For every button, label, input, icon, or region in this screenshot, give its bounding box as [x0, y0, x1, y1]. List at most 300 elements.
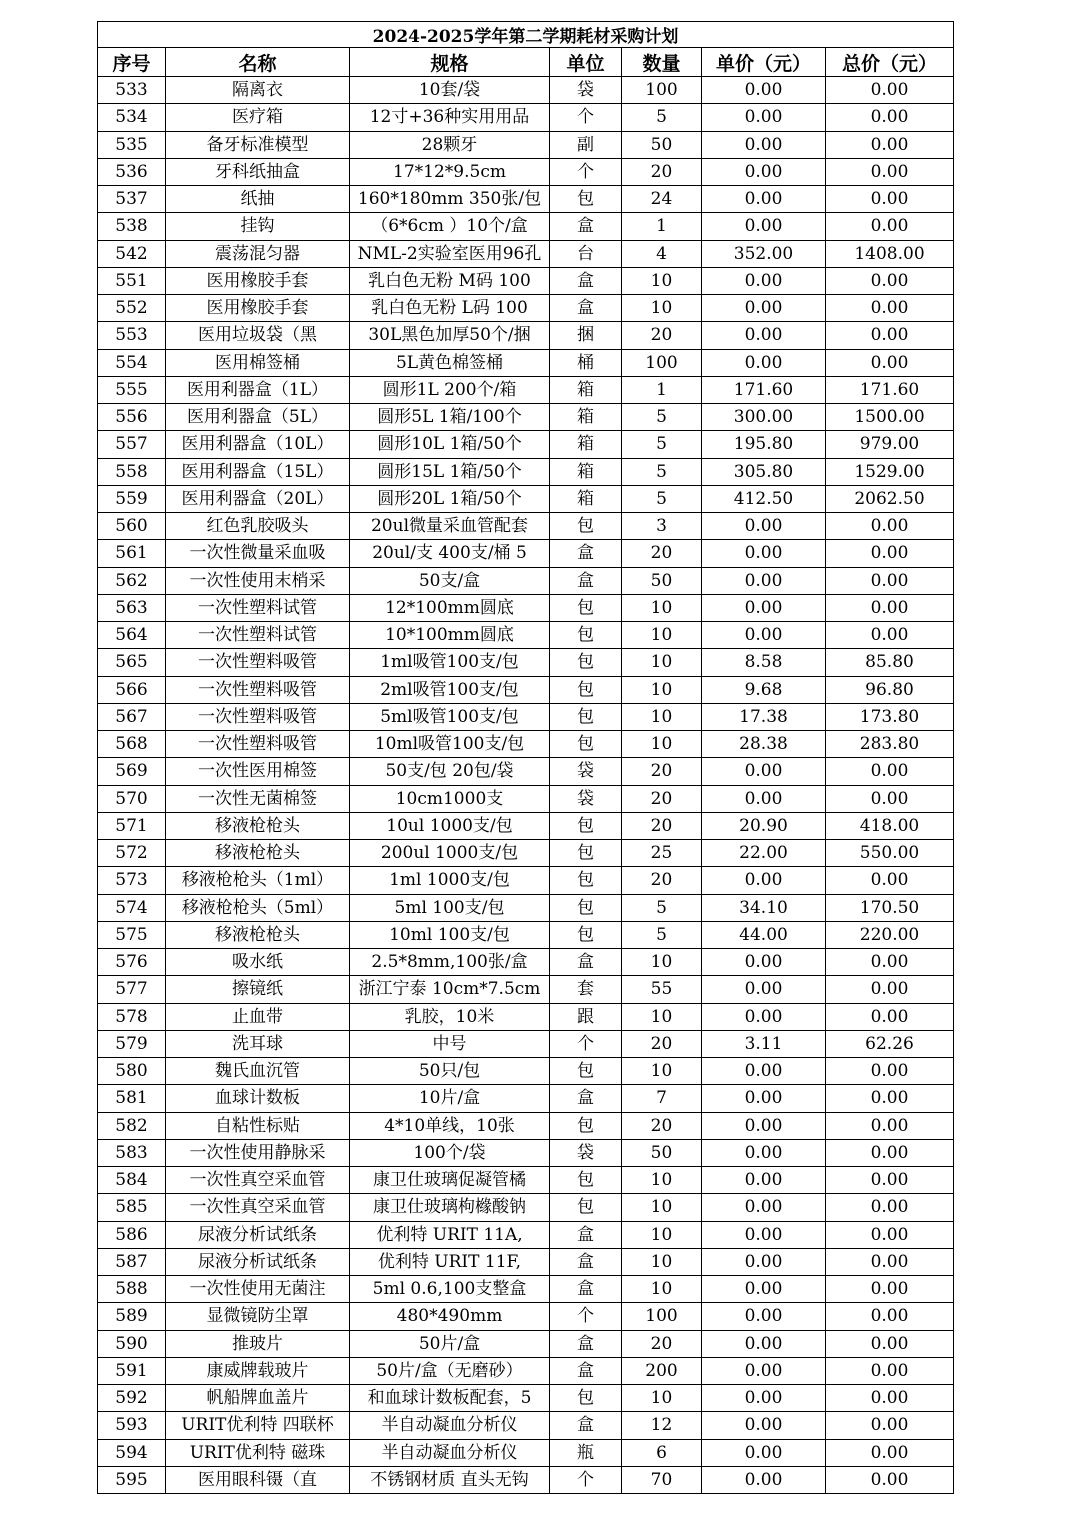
cell-unit: 包	[550, 1058, 622, 1085]
cell-quantity: 20	[622, 867, 702, 894]
cell-spec: 30L黑色加厚50个/捆	[350, 322, 550, 349]
table-row	[98, 267, 954, 294]
cell-unit: 个	[550, 1466, 622, 1493]
cell-spec: 50支/包 20包/袋	[350, 758, 550, 785]
cell-unit-price: 34.10	[702, 894, 826, 921]
cell-unit-price: 0.00	[702, 1085, 826, 1112]
cell-unit-price: 28.38	[702, 731, 826, 758]
table-row	[98, 131, 954, 158]
cell-index: 538	[98, 213, 166, 240]
cell-unit-price: 17.38	[702, 703, 826, 730]
cell-quantity: 70	[622, 1466, 702, 1493]
table-row	[98, 322, 954, 349]
cell-quantity: 10	[622, 1276, 702, 1303]
cell-quantity: 10	[622, 594, 702, 621]
cell-spec: 2ml吸管100支/包	[350, 676, 550, 703]
cell-total-price: 0.00	[826, 785, 954, 812]
cell-total-price: 62.26	[826, 1030, 954, 1057]
table-row	[98, 758, 954, 785]
cell-unit: 包	[550, 1385, 622, 1412]
table-row	[98, 976, 954, 1003]
cell-name: 尿液分析试纸条	[166, 1248, 350, 1275]
cell-unit: 盒	[550, 1221, 622, 1248]
cell-unit: 瓶	[550, 1439, 622, 1466]
cell-quantity: 20	[622, 158, 702, 185]
cell-quantity: 50	[622, 131, 702, 158]
cell-unit: 箱	[550, 485, 622, 512]
table-row	[98, 1330, 954, 1357]
cell-unit-price: 0.00	[702, 322, 826, 349]
table-row	[98, 1221, 954, 1248]
cell-index: 589	[98, 1303, 166, 1330]
cell-name: 洗耳球	[166, 1030, 350, 1057]
cell-index: 556	[98, 404, 166, 431]
cell-name: 一次性塑料吸管	[166, 676, 350, 703]
cell-name: 帆船牌血盖片	[166, 1385, 350, 1412]
cell-name: 隔离衣	[166, 77, 350, 104]
table-row	[98, 295, 954, 322]
cell-unit-price: 0.00	[702, 622, 826, 649]
cell-total-price: 171.60	[826, 376, 954, 403]
cell-spec: 50只/包	[350, 1058, 550, 1085]
cell-unit-price: 0.00	[702, 1385, 826, 1412]
cell-unit: 包	[550, 594, 622, 621]
cell-total-price: 0.00	[826, 594, 954, 621]
cell-quantity: 5	[622, 104, 702, 131]
cell-spec: 半自动凝血分析仪	[350, 1439, 550, 1466]
cell-name: URIT优利特 磁珠	[166, 1439, 350, 1466]
cell-name: 震荡混匀器	[166, 240, 350, 267]
cell-unit-price: 305.80	[702, 458, 826, 485]
cell-spec: 50片/盒（无磨砂）	[350, 1357, 550, 1384]
cell-index: 534	[98, 104, 166, 131]
cell-unit-price: 0.00	[702, 77, 826, 104]
cell-index: 572	[98, 840, 166, 867]
cell-quantity: 10	[622, 731, 702, 758]
cell-name: URIT优利特 四联杯	[166, 1412, 350, 1439]
cell-index: 585	[98, 1194, 166, 1221]
cell-index: 591	[98, 1357, 166, 1384]
cell-spec: 1ml吸管100支/包	[350, 649, 550, 676]
cell-quantity: 55	[622, 976, 702, 1003]
cell-unit: 包	[550, 703, 622, 730]
cell-unit: 袋	[550, 758, 622, 785]
cell-spec: 康卫仕玻璃促凝管橘	[350, 1167, 550, 1194]
cell-total-price: 96.80	[826, 676, 954, 703]
cell-total-price: 1529.00	[826, 458, 954, 485]
cell-name: 一次性使用末梢采	[166, 567, 350, 594]
cell-unit-price: 171.60	[702, 376, 826, 403]
cell-index: 552	[98, 295, 166, 322]
cell-index: 582	[98, 1112, 166, 1139]
table-row	[98, 1385, 954, 1412]
cell-name: 吸水纸	[166, 949, 350, 976]
table-row	[98, 840, 954, 867]
cell-quantity: 100	[622, 1303, 702, 1330]
cell-unit-price: 0.00	[702, 949, 826, 976]
cell-total-price: 0.00	[826, 758, 954, 785]
cell-total-price: 0.00	[826, 1466, 954, 1493]
cell-quantity: 20	[622, 785, 702, 812]
cell-index: 554	[98, 349, 166, 376]
cell-spec: 12寸+36种实用用品	[350, 104, 550, 131]
cell-unit-price: 0.00	[702, 594, 826, 621]
table-row	[98, 1167, 954, 1194]
cell-quantity: 100	[622, 77, 702, 104]
table-row	[98, 458, 954, 485]
cell-name: 医用利器盒（5L）	[166, 404, 350, 431]
cell-quantity: 24	[622, 186, 702, 213]
cell-total-price: 418.00	[826, 812, 954, 839]
cell-spec: 乳白色无粉 L码 100	[350, 295, 550, 322]
cell-unit: 包	[550, 186, 622, 213]
cell-quantity: 10	[622, 1194, 702, 1221]
cell-unit-price: 0.00	[702, 1058, 826, 1085]
cell-unit-price: 0.00	[702, 349, 826, 376]
cell-unit: 包	[550, 921, 622, 948]
cell-name: 一次性塑料试管	[166, 622, 350, 649]
cell-total-price: 0.00	[826, 540, 954, 567]
table-row	[98, 1303, 954, 1330]
cell-index: 586	[98, 1221, 166, 1248]
cell-quantity: 20	[622, 1330, 702, 1357]
cell-unit: 盒	[550, 567, 622, 594]
cell-name: 一次性微量采血吸	[166, 540, 350, 567]
cell-unit: 袋	[550, 1139, 622, 1166]
cell-name: 备牙标准模型	[166, 131, 350, 158]
cell-unit-price: 0.00	[702, 1357, 826, 1384]
cell-unit-price: 0.00	[702, 540, 826, 567]
cell-name: 纸抽	[166, 186, 350, 213]
cell-unit: 包	[550, 867, 622, 894]
cell-name: 移液枪枪头（1ml）	[166, 867, 350, 894]
cell-spec: 5ml吸管100支/包	[350, 703, 550, 730]
cell-unit: 包	[550, 812, 622, 839]
cell-spec: 4*10单线，10张	[350, 1112, 550, 1139]
cell-spec: 康卫仕玻璃枸橼酸钠	[350, 1194, 550, 1221]
cell-name: 显微镜防尘罩	[166, 1303, 350, 1330]
cell-index: 588	[98, 1276, 166, 1303]
table-row	[98, 376, 954, 403]
cell-spec: NML-2实验室医用96孔	[350, 240, 550, 267]
cell-unit-price: 0.00	[702, 758, 826, 785]
table-row	[98, 1030, 954, 1057]
table-row	[98, 431, 954, 458]
cell-index: 562	[98, 567, 166, 594]
cell-index: 564	[98, 622, 166, 649]
cell-spec: 50片/盒	[350, 1330, 550, 1357]
cell-total-price: 0.00	[826, 949, 954, 976]
table-row	[98, 867, 954, 894]
cell-name: 擦镜纸	[166, 976, 350, 1003]
cell-name: 医用利器盒（1L）	[166, 376, 350, 403]
cell-quantity: 10	[622, 1058, 702, 1085]
cell-unit: 跟	[550, 1003, 622, 1030]
cell-quantity: 1	[622, 376, 702, 403]
table-row	[98, 731, 954, 758]
cell-unit: 台	[550, 240, 622, 267]
cell-unit: 箱	[550, 404, 622, 431]
cell-spec: 10ml 100支/包	[350, 921, 550, 948]
cell-unit-price: 0.00	[702, 1194, 826, 1221]
cell-name: 止血带	[166, 1003, 350, 1030]
cell-unit-price: 22.00	[702, 840, 826, 867]
cell-total-price: 0.00	[826, 104, 954, 131]
cell-total-price: 0.00	[826, 1276, 954, 1303]
cell-quantity: 20	[622, 812, 702, 839]
cell-unit-price: 0.00	[702, 104, 826, 131]
table-row	[98, 213, 954, 240]
cell-index: 579	[98, 1030, 166, 1057]
cell-index: 542	[98, 240, 166, 267]
cell-unit: 盒	[550, 1412, 622, 1439]
cell-name: 移液枪枪头（5ml）	[166, 894, 350, 921]
cell-quantity: 10	[622, 649, 702, 676]
cell-total-price: 0.00	[826, 295, 954, 322]
table-row	[98, 594, 954, 621]
cell-name: 医用垃圾袋（黑	[166, 322, 350, 349]
cell-index: 555	[98, 376, 166, 403]
cell-spec: 12*100mm圆底	[350, 594, 550, 621]
cell-quantity: 10	[622, 1385, 702, 1412]
cell-unit: 袋	[550, 785, 622, 812]
cell-spec: 浙江宁泰 10cm*7.5cm	[350, 976, 550, 1003]
cell-unit: 箱	[550, 376, 622, 403]
cell-name: 一次性使用静脉采	[166, 1139, 350, 1166]
cell-quantity: 5	[622, 458, 702, 485]
cell-name: 一次性无菌棉签	[166, 785, 350, 812]
table-row	[98, 349, 954, 376]
cell-total-price: 0.00	[826, 158, 954, 185]
cell-index: 561	[98, 540, 166, 567]
cell-index: 553	[98, 322, 166, 349]
table-row	[98, 404, 954, 431]
cell-total-price: 0.00	[826, 349, 954, 376]
cell-total-price: 0.00	[826, 1303, 954, 1330]
cell-name: 医疗箱	[166, 104, 350, 131]
header-row	[98, 48, 954, 77]
cell-spec: 20ul微量采血管配套	[350, 513, 550, 540]
cell-total-price: 283.80	[826, 731, 954, 758]
cell-quantity: 12	[622, 1412, 702, 1439]
table-row	[98, 1412, 954, 1439]
cell-total-price: 0.00	[826, 1412, 954, 1439]
cell-spec: 优利特 URIT 11A,	[350, 1221, 550, 1248]
cell-total-price: 2062.50	[826, 485, 954, 512]
cell-unit: 盒	[550, 1330, 622, 1357]
cell-name: 医用棉签桶	[166, 349, 350, 376]
cell-unit: 盒	[550, 267, 622, 294]
cell-spec: 1ml 1000支/包	[350, 867, 550, 894]
cell-total-price: 1500.00	[826, 404, 954, 431]
cell-quantity: 20	[622, 322, 702, 349]
cell-unit: 个	[550, 1303, 622, 1330]
header-cell-quantity: 数量	[622, 48, 702, 77]
cell-unit-price: 0.00	[702, 1439, 826, 1466]
cell-unit-price: 0.00	[702, 1167, 826, 1194]
cell-quantity: 20	[622, 1030, 702, 1057]
cell-name: 尿液分析试纸条	[166, 1221, 350, 1248]
cell-spec: 圆形10L 1箱/50个	[350, 431, 550, 458]
cell-unit-price: 20.90	[702, 812, 826, 839]
cell-spec: 10片/盒	[350, 1085, 550, 1112]
cell-total-price: 0.00	[826, 1058, 954, 1085]
cell-quantity: 20	[622, 540, 702, 567]
cell-quantity: 25	[622, 840, 702, 867]
cell-quantity: 50	[622, 1139, 702, 1166]
cell-unit-price: 0.00	[702, 1330, 826, 1357]
cell-unit: 个	[550, 1030, 622, 1057]
cell-name: 移液枪枪头	[166, 812, 350, 839]
cell-quantity: 10	[622, 1248, 702, 1275]
header-cell-unit: 单位	[550, 48, 622, 77]
cell-unit-price: 9.68	[702, 676, 826, 703]
cell-quantity: 20	[622, 1112, 702, 1139]
table-row	[98, 158, 954, 185]
cell-unit-price: 0.00	[702, 267, 826, 294]
cell-index: 570	[98, 785, 166, 812]
cell-spec: 50支/盒	[350, 567, 550, 594]
cell-index: 568	[98, 731, 166, 758]
cell-unit-price: 0.00	[702, 213, 826, 240]
cell-total-price: 550.00	[826, 840, 954, 867]
cell-unit-price: 0.00	[702, 1276, 826, 1303]
table-row	[98, 1112, 954, 1139]
cell-spec: 2.5*8mm,100张/盒	[350, 949, 550, 976]
cell-index: 563	[98, 594, 166, 621]
cell-index: 537	[98, 186, 166, 213]
cell-unit: 箱	[550, 431, 622, 458]
cell-index: 567	[98, 703, 166, 730]
cell-total-price: 0.00	[826, 213, 954, 240]
cell-index: 590	[98, 1330, 166, 1357]
cell-unit: 包	[550, 1194, 622, 1221]
cell-index: 569	[98, 758, 166, 785]
cell-quantity: 10	[622, 295, 702, 322]
cell-unit: 个	[550, 104, 622, 131]
cell-quantity: 10	[622, 703, 702, 730]
cell-name: 一次性塑料吸管	[166, 703, 350, 730]
cell-spec: 10*100mm圆底	[350, 622, 550, 649]
cell-quantity: 10	[622, 622, 702, 649]
cell-unit-price: 0.00	[702, 1139, 826, 1166]
cell-name: 医用利器盒（15L）	[166, 458, 350, 485]
cell-name: 医用利器盒（20L）	[166, 485, 350, 512]
cell-index: 536	[98, 158, 166, 185]
cell-index: 578	[98, 1003, 166, 1030]
cell-unit: 盒	[550, 1248, 622, 1275]
cell-total-price: 0.00	[826, 867, 954, 894]
table-row	[98, 1357, 954, 1384]
cell-unit-price: 0.00	[702, 1303, 826, 1330]
cell-unit: 盒	[550, 540, 622, 567]
cell-total-price: 979.00	[826, 431, 954, 458]
cell-total-price: 0.00	[826, 622, 954, 649]
cell-total-price: 0.00	[826, 77, 954, 104]
cell-unit-price: 300.00	[702, 404, 826, 431]
cell-unit: 包	[550, 1112, 622, 1139]
cell-total-price: 0.00	[826, 1248, 954, 1275]
cell-name: 一次性真空采血管	[166, 1167, 350, 1194]
cell-index: 580	[98, 1058, 166, 1085]
table-row	[98, 186, 954, 213]
cell-unit-price: 0.00	[702, 1112, 826, 1139]
cell-quantity: 10	[622, 1167, 702, 1194]
cell-index: 587	[98, 1248, 166, 1275]
table-row	[98, 1194, 954, 1221]
cell-unit: 包	[550, 894, 622, 921]
cell-index: 560	[98, 513, 166, 540]
cell-name: 医用眼科镊（直	[166, 1466, 350, 1493]
cell-unit: 盒	[550, 1085, 622, 1112]
table-row	[98, 649, 954, 676]
cell-spec: 圆形20L 1箱/50个	[350, 485, 550, 512]
cell-total-price: 0.00	[826, 976, 954, 1003]
cell-unit: 包	[550, 731, 622, 758]
sheet-title: 2024-2025学年第二学期耗材采购计划	[98, 22, 954, 48]
cell-total-price: 0.00	[826, 1003, 954, 1030]
cell-name: 医用利器盒（10L）	[166, 431, 350, 458]
cell-unit: 包	[550, 676, 622, 703]
cell-name: 牙科纸抽盒	[166, 158, 350, 185]
cell-total-price: 0.00	[826, 1085, 954, 1112]
cell-spec: 圆形1L 200个/箱	[350, 376, 550, 403]
cell-spec: 乳胶，10米	[350, 1003, 550, 1030]
cell-unit-price: 8.58	[702, 649, 826, 676]
cell-unit-price: 0.00	[702, 785, 826, 812]
cell-name: 自粘性标贴	[166, 1112, 350, 1139]
cell-spec: 不锈钢材质 直头无钩	[350, 1466, 550, 1493]
cell-total-price: 0.00	[826, 131, 954, 158]
table-row	[98, 1248, 954, 1275]
cell-name: 一次性真空采血管	[166, 1194, 350, 1221]
cell-index: 565	[98, 649, 166, 676]
cell-quantity: 5	[622, 894, 702, 921]
cell-spec: 圆形15L 1箱/50个	[350, 458, 550, 485]
cell-name: 推玻片	[166, 1330, 350, 1357]
cell-unit: 桶	[550, 349, 622, 376]
cell-spec: 10cm1000支	[350, 785, 550, 812]
cell-unit-price: 0.00	[702, 867, 826, 894]
cell-unit: 副	[550, 131, 622, 158]
cell-spec: 200ul 1000支/包	[350, 840, 550, 867]
cell-unit-price: 0.00	[702, 131, 826, 158]
cell-total-price: 0.00	[826, 1112, 954, 1139]
cell-total-price: 0.00	[826, 322, 954, 349]
cell-unit: 包	[550, 1167, 622, 1194]
cell-total-price: 0.00	[826, 1139, 954, 1166]
cell-index: 592	[98, 1385, 166, 1412]
cell-total-price: 1408.00	[826, 240, 954, 267]
cell-quantity: 10	[622, 949, 702, 976]
cell-spec: 优利特 URIT 11F,	[350, 1248, 550, 1275]
cell-total-price: 0.00	[826, 1221, 954, 1248]
cell-unit-price: 0.00	[702, 295, 826, 322]
cell-name: 挂钩	[166, 213, 350, 240]
cell-quantity: 1	[622, 213, 702, 240]
table-row	[98, 77, 954, 104]
table-row	[98, 104, 954, 131]
cell-spec: 480*490mm	[350, 1303, 550, 1330]
cell-index: 581	[98, 1085, 166, 1112]
cell-spec: 圆形5L 1箱/100个	[350, 404, 550, 431]
cell-unit-price: 3.11	[702, 1030, 826, 1057]
cell-quantity: 5	[622, 431, 702, 458]
cell-name: 血球计数板	[166, 1085, 350, 1112]
cell-unit-price: 352.00	[702, 240, 826, 267]
header-cell-name: 名称	[166, 48, 350, 77]
cell-index: 594	[98, 1439, 166, 1466]
